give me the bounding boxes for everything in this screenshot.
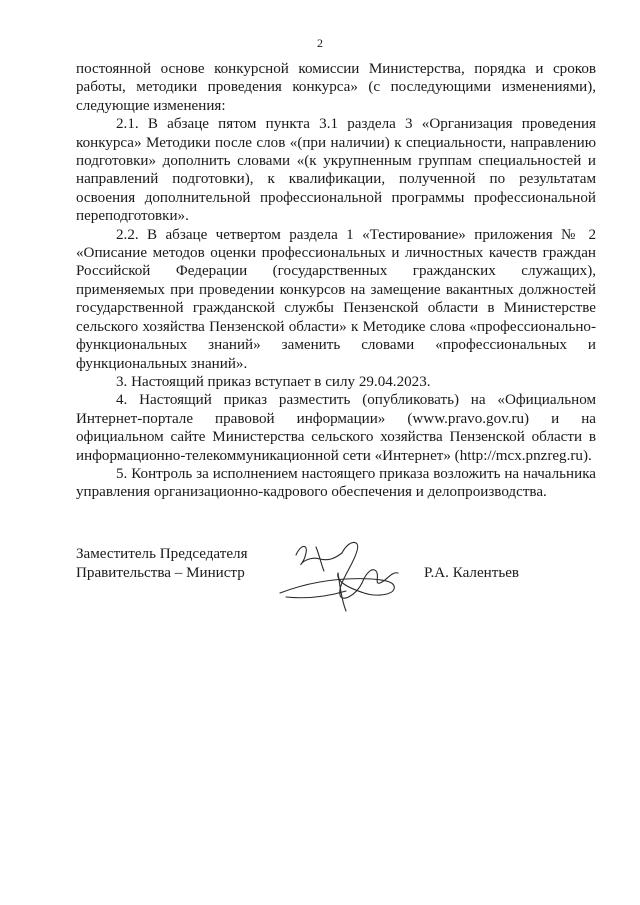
paragraph-4: 4. Настоящий приказ разместить (опубликовать) на «Официальном Интернет-портале правовой информации» (www.pravo.gov.ru) и на официальном сайте Министерства сельского хозяйства Пензенской области в информационно-телекоммуникационной сети «Интернет» (http://mcx.pnzreg.ru). [76, 392, 596, 464]
paragraph-2-1: 2.1. В абзаце пятом пункта 3.1 раздела 3 «Организация проведения конкурса» Методики после слов «(при наличии) к специальности, направлению подготовки» дополнить словами «(к укрупненным группам специальностей и направлений подготовки), к квалификации, полученной по результатам освоения дополнительной профессиональной программы профессиональной переподготовки». [76, 116, 596, 225]
signatory-name: Р.А. Калентьев [424, 565, 520, 581]
paragraph-2-2: 2.2. В абзаце четвертом раздела 1 «Тестирование» приложения № 2 «Описание методов оценки профессиональных и личностных качеств граждан Российской Федерации (государственных гражданских служащих), применяемых при проведении конкурсов на замещение вакантных должностей государственной гражданской службы Пензенской области в Министерстве сельского хозяйства Пензенской области» к Методике слова «профессионально-функциональных знаний» заменить словами «профессиональных и функциональных знаний». [76, 226, 596, 372]
signature-block [76, 545, 596, 625]
handwritten-signature-icon [276, 537, 426, 617]
signatory-title [76, 545, 248, 583]
document-body [76, 60, 596, 502]
paragraph-5: 5. Контроль за исполнением настоящего приказа возложить на начальника управления организационно-кадрового обеспечения и делопроизводства. [76, 465, 596, 501]
paragraph-3: 3. Настоящий приказ вступает в силу 29.04.2023. [116, 373, 431, 390]
page-number: 2 [317, 36, 323, 50]
signatory-title-line1: Заместитель Председателя [76, 546, 248, 562]
signatory-title-line2: Правительства – Министр [76, 565, 245, 581]
paragraph-intro: постоянной основе конкурсной комиссии Министерства, порядка и сроков работы, методики проведения конкурса» (с последующими изменениями), следующие изменения: [76, 61, 596, 114]
